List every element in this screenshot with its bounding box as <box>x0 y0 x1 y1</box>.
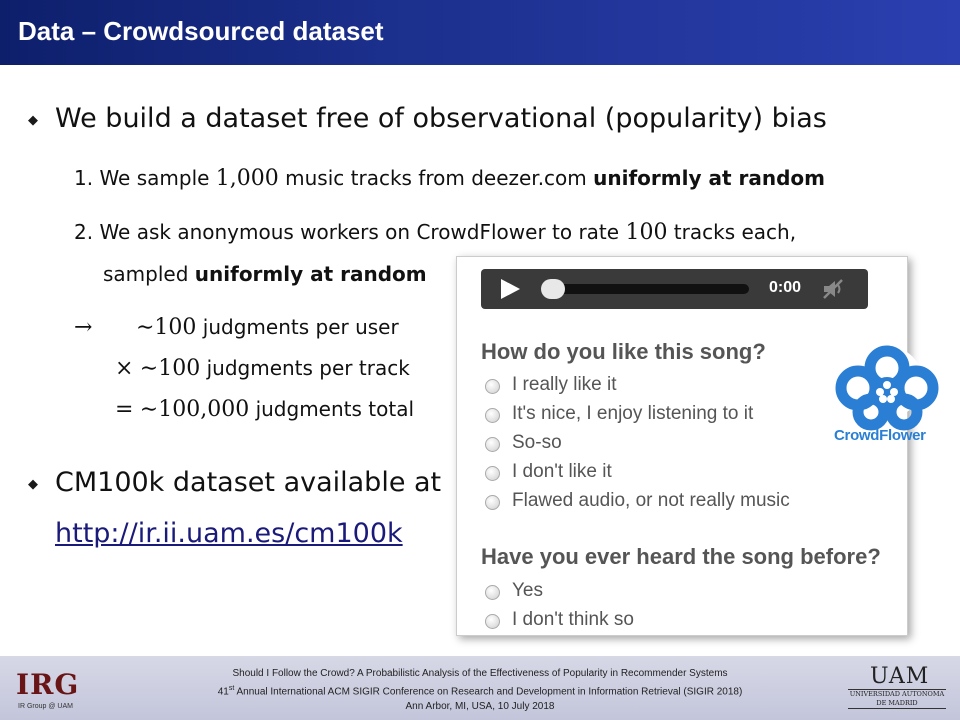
dataset-link[interactable]: http://ir.ii.uam.es/cm100k <box>55 518 403 549</box>
footer-line-2 <box>150 681 810 699</box>
bullet-icon: ◆ <box>28 477 38 492</box>
step-2 <box>74 220 796 245</box>
calc-row-total <box>115 397 414 422</box>
question-like: How do you like this song? <box>481 339 766 364</box>
footer-line-2-text: Annual International ACM SIGIR Conference on Research and Development in Information Retrieval (SIGIR 2018) <box>234 686 743 698</box>
option-label: I don't like it <box>512 461 612 482</box>
option-label: I don't think so <box>512 609 634 630</box>
bullet-icon: ◆ <box>28 113 38 128</box>
footer <box>0 656 960 720</box>
irg-subtitle: IR Group @ UAM <box>18 703 73 710</box>
calc-row-user <box>74 315 399 340</box>
step-2-line2-pre: sampled <box>103 262 195 286</box>
calc-total-math: ∼100,000 <box>139 397 250 422</box>
option-label: Flawed audio, or not really music <box>512 490 790 511</box>
step-1-math: 1,000 <box>215 166 279 191</box>
radio-icon[interactable] <box>485 495 500 510</box>
calc-track-text: judgments per track <box>200 356 410 380</box>
footer-line-3: Ann Arbor, MI, USA, 10 July 2018 <box>405 701 555 713</box>
footer-citation <box>150 666 810 714</box>
step-2-line-2 <box>103 262 427 286</box>
step-2-line2-bold: uniformly at random <box>194 262 427 286</box>
calc-total-text: judgments total <box>249 397 415 421</box>
step-2-pre: We ask anonymous workers on CrowdFlower to rate <box>99 220 626 244</box>
step-1-bold: uniformly at random <box>593 166 825 190</box>
playback-time: 0:00 <box>769 279 802 296</box>
calc-equals: = <box>115 397 134 422</box>
radio-icon[interactable] <box>485 466 500 481</box>
step-1-mid: music tracks from deezer.com <box>278 166 594 190</box>
calc-user-text: judgments per user <box>196 315 399 339</box>
calc-times: × <box>115 356 134 381</box>
option-label: So-so <box>512 432 562 453</box>
irg-logo-text: IRG <box>16 668 80 701</box>
uam-subtitle <box>848 689 946 709</box>
step-1-pre: We sample <box>99 166 216 190</box>
radio-icon[interactable] <box>485 437 500 452</box>
audio-player[interactable] <box>481 269 868 309</box>
slide-title: Data – Crowdsourced dataset <box>18 16 384 46</box>
footer-line-2-num: 41 <box>217 686 229 698</box>
step-1-number: 1. <box>74 166 94 190</box>
calc-user-math: ∼100 <box>136 315 197 340</box>
progress-knob-icon[interactable] <box>541 279 565 299</box>
uam-subtitle-2: DE MADRID <box>876 699 918 707</box>
step-2-number: 2. <box>74 220 94 244</box>
play-icon[interactable] <box>499 278 521 300</box>
option-label: It's nice, I enjoy listening to it <box>512 403 754 424</box>
radio-icon[interactable] <box>485 379 500 394</box>
title-bar <box>0 0 960 65</box>
mute-icon[interactable] <box>821 277 845 301</box>
option-label: I really like it <box>512 374 617 395</box>
bullet-main-1: We build a dataset free of observational (popularity) bias <box>55 103 827 134</box>
step-2-post: tracks each, <box>667 220 797 244</box>
calc-track-math: ∼100 <box>139 356 201 381</box>
step-2-math: 100 <box>625 220 668 245</box>
bullet-main-2: CM100k dataset available at <box>55 467 442 498</box>
radio-icon[interactable] <box>485 408 500 423</box>
progress-track[interactable] <box>541 284 749 294</box>
radio-icon[interactable] <box>485 585 500 600</box>
irg-logo <box>16 668 79 701</box>
calc-row-track <box>115 356 410 381</box>
footer-line-1: Should I Follow the Crowd? A Probabilistic Analysis of the Effectiveness of Popularity in Recommender Systems <box>232 668 728 679</box>
uam-logo-text: UAM <box>870 664 930 689</box>
uam-subtitle-1: UNIVERSIDAD AUTONOMA <box>849 690 945 698</box>
option-label: Yes <box>512 580 543 601</box>
calc-arrow: → <box>74 315 93 340</box>
crowdflower-wordmark: CrowdFlower <box>834 427 926 444</box>
footer-line-2-sup: st <box>228 685 235 692</box>
step-1 <box>74 166 825 191</box>
question-heard: Have you ever heard the song before? <box>481 544 881 569</box>
radio-icon[interactable] <box>485 614 500 629</box>
